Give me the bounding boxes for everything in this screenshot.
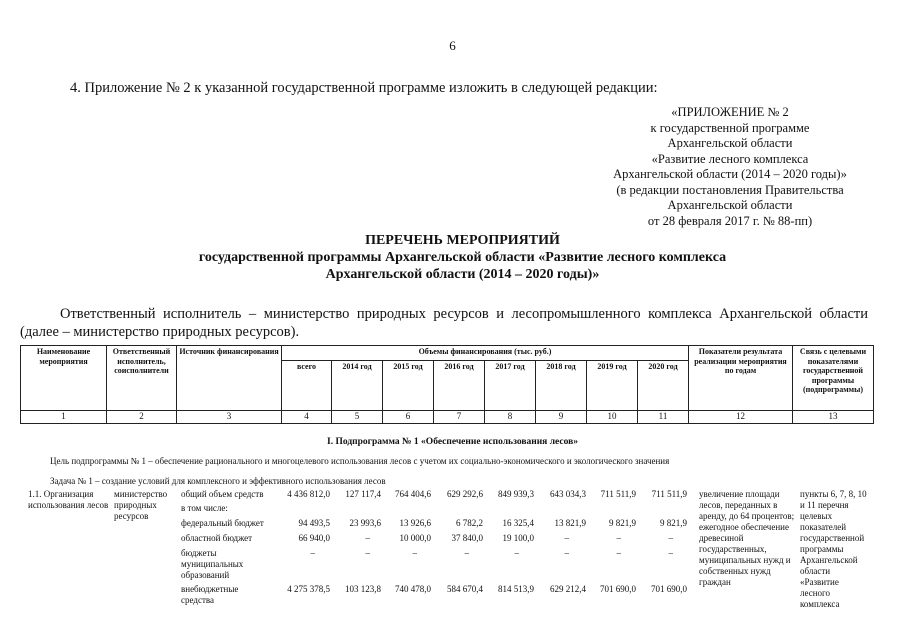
col-header-executor: Ответственный исполнитель, соисполнители: [107, 346, 177, 411]
col-number: 6: [383, 411, 434, 424]
source-regional: областной бюджет: [181, 533, 253, 543]
document-title: [60, 232, 865, 283]
value-cell: 701 690,0: [600, 584, 636, 594]
source-extrabudgetary: внебюджетные средства: [181, 584, 239, 605]
value-cell: 13 926,6: [399, 518, 431, 528]
col-header-year: 2016 год: [434, 361, 485, 411]
source-federal: федеральный бюджет: [181, 518, 264, 528]
col-header-source: Источник финансирования: [177, 346, 282, 411]
appendix-line: «Развитие лесного комплекса: [651, 151, 809, 166]
value-cell: 66 940,0: [298, 533, 330, 543]
value-cell: 740 478,0: [395, 584, 431, 594]
appendix-line: Архангельской области (2014 – 2020 годы)»: [613, 167, 847, 181]
value-cell: –: [668, 533, 673, 543]
value-cell: –: [668, 548, 673, 558]
appendix-line: от 28 февраля 2017 г. № 88-пп): [647, 213, 813, 228]
col-header-year: 2020 год: [638, 361, 689, 411]
col-header-year: 2014 год: [332, 361, 383, 411]
col-number: 7: [434, 411, 485, 424]
value-cell: 127 117,4: [345, 489, 381, 499]
value-cell: –: [564, 548, 569, 558]
col-number: 10: [587, 411, 638, 424]
value-cell: 9 821,9: [660, 518, 687, 528]
value-cell: –: [616, 533, 621, 543]
subprogram-task: Задача № 1 – создание условий для комплексного и эффективного использования лесов: [50, 476, 386, 486]
value-cell: 4 436 812,0: [287, 489, 330, 499]
value-cell: 629 292,6: [447, 489, 483, 499]
col-number: 8: [485, 411, 536, 424]
col-number: 11: [638, 411, 689, 424]
title-line: государственной программы Архангельской области «Развитие лесного комплекса: [198, 250, 727, 265]
intro-text: 4. Приложение № 2 к указанной государственной программе изложить в следующей редакции:: [70, 80, 658, 96]
value-cell: 13 821,9: [554, 518, 586, 528]
value-cell: 711 511,9: [651, 489, 687, 499]
col-header-year: 2015 год: [383, 361, 434, 411]
value-cell: 849 939,3: [498, 489, 534, 499]
value-cell: 584 670,4: [447, 584, 483, 594]
value-cell: –: [616, 548, 621, 558]
activity-link: пункты 6, 7, 8, 10 и 11 перечня целевых показателей государственной программы Архангельской области «Развитие лесного комплекса: [800, 489, 867, 609]
subprogram-heading: I. Подпрограмма № 1 «Обеспечение использования лесов»: [327, 437, 578, 447]
value-cell: 103 123,8: [345, 584, 381, 594]
value-cell: –: [412, 548, 417, 558]
value-cell: 6 782,2: [456, 518, 483, 528]
value-cell: 629 212,4: [550, 584, 586, 594]
col-header-volumes: Объемы финансирования (тыс. руб.): [282, 346, 689, 361]
page-number: 6: [449, 38, 456, 53]
activity-indicator: увеличение площади лесов, переданных в аренду, до 64 процентов; ежегодное обеспечение древесиной государственных, муниципальных нужд и собственных нужд граждан: [699, 489, 795, 587]
appendix-header: [600, 105, 860, 229]
value-cell: 711 511,9: [600, 489, 636, 499]
appendix-line: (в редакции постановления Правительства: [616, 182, 844, 197]
value-cell: 94 493,5: [298, 518, 330, 528]
value-cell: 23 993,6: [349, 518, 381, 528]
value-cell: 4 275 378,5: [287, 584, 330, 594]
value-cell: –: [564, 533, 569, 543]
activity-executor: министерство природных ресурсов: [114, 489, 168, 521]
appendix-line: Архангельской области: [667, 136, 793, 150]
col-header-indicators: Показатели результата реализации мероприятия по годам: [689, 346, 793, 411]
col-number: 5: [332, 411, 383, 424]
subprogram-goal: Цель подпрограммы № 1 – обеспечение рационального и многоцелевого использования лесов с учетом их социально-экономического и экологического значения: [50, 456, 670, 466]
value-cell: 10 000,0: [399, 533, 431, 543]
value-cell: –: [310, 548, 315, 558]
col-header-year: 2018 год: [536, 361, 587, 411]
col-number: 9: [536, 411, 587, 424]
value-cell: 701 690,0: [651, 584, 687, 594]
col-header-year: 2017 год: [485, 361, 536, 411]
col-header-year: 2019 год: [587, 361, 638, 411]
appendix-line: «ПРИЛОЖЕНИЕ № 2: [671, 105, 789, 119]
col-header-year: всего: [282, 361, 332, 411]
title-line: Архангельской области (2014 – 2020 годы)»: [325, 267, 600, 282]
appendix-line: к государственной программе: [650, 120, 810, 135]
value-cell: 19 100,0: [502, 533, 534, 543]
value-cell: –: [365, 533, 370, 543]
activity-name: 1.1. Организация использования лесов: [28, 489, 109, 510]
responsible-line: (далее – министерство природных ресурсов).: [20, 323, 300, 340]
value-cell: 16 325,4: [502, 518, 534, 528]
col-number: 2: [107, 411, 177, 424]
appendix-line: Архангельской области: [667, 198, 793, 212]
col-number: 12: [689, 411, 793, 424]
title-line: ПЕРЕЧЕНЬ МЕРОПРИЯТИЙ: [365, 233, 560, 248]
col-number: 4: [282, 411, 332, 424]
responsible-line: Ответственный исполнитель – министерство природных ресурсов и лесопромышленного комплекса Архангельской области: [60, 306, 868, 322]
responsible-executor: [20, 306, 868, 341]
value-cell: 9 821,9: [609, 518, 636, 528]
measures-table-header: [20, 345, 874, 424]
col-number: 1: [21, 411, 107, 424]
source-including: в том числе:: [181, 503, 228, 513]
col-number: 13: [793, 411, 874, 424]
source-total: общий объем средств: [181, 489, 264, 499]
value-cell: 764 404,6: [395, 489, 431, 499]
source-municipal: бюджеты муниципальных образований: [181, 548, 244, 580]
col-header-name: Наименование мероприятия: [21, 346, 107, 411]
value-cell: –: [464, 548, 469, 558]
col-header-link: Связь с целевыми показателями государственной программы (подпрограммы): [793, 346, 874, 411]
value-cell: 643 034,3: [550, 489, 586, 499]
value-cell: –: [514, 548, 519, 558]
col-number: 3: [177, 411, 282, 424]
value-cell: 814 513,9: [498, 584, 534, 594]
value-cell: 37 840,0: [451, 533, 483, 543]
value-cell: –: [365, 548, 370, 558]
